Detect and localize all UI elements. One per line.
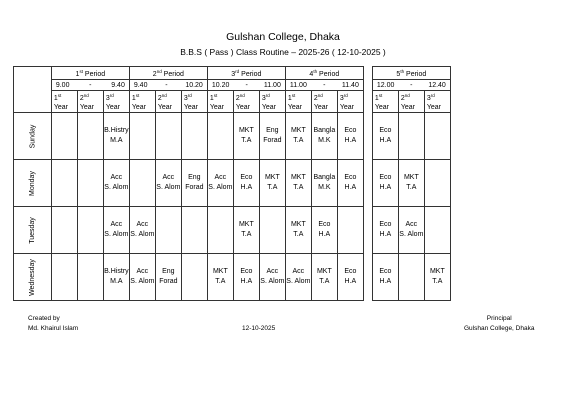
page-subtitle: B.B.S ( Pass ) Class Routine – 2025-26 ( 12-10-2025 )	[180, 47, 386, 57]
year-word: Year	[79, 104, 94, 111]
routine-cell	[155, 207, 181, 254]
teacher: T.A	[293, 184, 304, 191]
teacher: T.A	[432, 278, 443, 285]
day-row	[14, 254, 451, 301]
teacher: H.A	[344, 137, 357, 144]
teacher: H.A	[344, 184, 357, 191]
teacher: T.A	[241, 137, 252, 144]
routine-cell	[207, 207, 233, 254]
year-word: Year	[209, 104, 224, 111]
routine-cell	[103, 113, 129, 160]
routine-cell	[424, 207, 450, 254]
routine-cell	[372, 160, 398, 207]
author-name: Md. Khairul Islam	[28, 325, 79, 332]
year-suffix: rd	[430, 93, 435, 98]
subject: Bangla	[313, 174, 336, 181]
teacher: T.A	[267, 184, 278, 191]
subject: MKT	[290, 221, 306, 228]
year-number: 2	[79, 95, 84, 102]
year-number: 3	[339, 95, 344, 102]
subject: Acc	[405, 221, 418, 228]
day-label	[14, 207, 52, 254]
subject: Bangla	[313, 127, 336, 134]
subject: Eco	[240, 174, 253, 181]
subject: B.Histry	[104, 268, 129, 275]
page-title: Gulshan College, Dhaka	[226, 31, 340, 43]
year-header	[398, 91, 424, 113]
teacher: H.A	[240, 184, 253, 191]
period-number: 4	[309, 71, 314, 78]
routine-cell	[259, 113, 285, 160]
year-number: 3	[105, 95, 110, 102]
routine-cell	[311, 113, 337, 160]
teacher: Forad	[263, 137, 282, 144]
teacher: S. Alom	[260, 278, 285, 285]
routine-cell	[103, 254, 129, 301]
year-word: Year	[235, 104, 250, 111]
year-word: Year	[53, 104, 68, 111]
year-word: Year	[157, 104, 172, 111]
day-row	[14, 113, 451, 160]
routine-cell	[181, 160, 207, 207]
teacher: T.A	[293, 231, 304, 238]
routine-cell	[398, 207, 424, 254]
year-header	[311, 91, 337, 113]
day-name: Monday	[28, 170, 36, 196]
teacher: Forad	[185, 184, 204, 191]
year-header	[103, 91, 129, 113]
year-header	[77, 91, 103, 113]
year-number: 3	[183, 95, 188, 102]
year-header-row	[14, 91, 451, 113]
year-header	[129, 91, 155, 113]
subject: Acc	[110, 174, 123, 181]
period-header	[207, 67, 285, 80]
routine-cell	[51, 254, 77, 301]
year-header	[233, 91, 259, 113]
routine-cell	[155, 113, 181, 160]
routine-cell	[207, 160, 233, 207]
period-end-time: 10.20	[185, 81, 203, 89]
routine-cell	[77, 207, 103, 254]
year-header	[155, 91, 181, 113]
period-header-row	[14, 67, 451, 80]
year-word: Year	[426, 104, 441, 111]
routine-cell	[285, 113, 311, 160]
year-suffix: nd	[83, 93, 89, 98]
routine-cell	[129, 254, 155, 301]
routine-cell	[77, 160, 103, 207]
period-header	[129, 67, 207, 80]
routine-cell	[233, 207, 259, 254]
year-number: 2	[157, 95, 162, 102]
period-suffix: th	[400, 69, 405, 74]
subject: Eco	[379, 127, 392, 134]
teacher: M.K	[318, 137, 331, 144]
period-suffix: st	[79, 69, 83, 74]
period-time-separator: -	[323, 81, 326, 89]
subject: MKT	[264, 174, 280, 181]
period-number: 2	[152, 71, 157, 78]
day-label	[14, 254, 52, 301]
teacher: S. Alom	[130, 231, 155, 238]
routine-cell	[285, 254, 311, 301]
year-suffix: st	[57, 93, 62, 98]
year-suffix: rd	[109, 93, 114, 98]
subject: Acc	[266, 268, 279, 275]
routine-cell	[181, 254, 207, 301]
subject: Acc	[136, 221, 149, 228]
period-start-time: 11.00	[289, 81, 307, 89]
teacher: T.A	[319, 278, 330, 285]
year-number: 3	[261, 95, 266, 102]
period-suffix: rd	[235, 69, 240, 74]
routine-cell	[233, 160, 259, 207]
period-header	[372, 67, 450, 80]
routine-cell	[311, 207, 337, 254]
year-suffix: rd	[343, 93, 348, 98]
subject: Acc	[292, 268, 305, 275]
teacher: H.A	[379, 137, 392, 144]
created-by-label: Created by	[28, 315, 60, 322]
subject: MKT	[238, 127, 254, 134]
subject: Eco	[379, 221, 392, 228]
year-number: 1	[131, 95, 136, 102]
period-label: Period	[319, 71, 340, 78]
period-end-time: 11.00	[263, 81, 281, 89]
teacher: H.A	[379, 231, 392, 238]
day-row	[14, 207, 451, 254]
routine-cell	[337, 160, 363, 207]
year-suffix: st	[378, 93, 383, 98]
subject: Eco	[240, 268, 253, 275]
routine-cell	[259, 207, 285, 254]
year-suffix: rd	[265, 93, 270, 98]
year-number: 3	[426, 95, 431, 102]
period-time	[207, 80, 285, 91]
principal-label: Principal	[486, 315, 512, 322]
period-start-time: 12.00	[376, 81, 395, 89]
day-name: Tuesday	[28, 216, 36, 244]
year-header	[207, 91, 233, 113]
subject: MKT	[316, 268, 332, 275]
routine-cell	[424, 160, 450, 207]
routine-cell	[103, 207, 129, 254]
period-label: Period	[241, 71, 262, 78]
teacher: M.K	[318, 184, 331, 191]
teacher: S. Alom	[104, 184, 129, 191]
teacher: Forad	[159, 278, 178, 285]
year-word: Year	[105, 104, 120, 111]
teacher: T.A	[215, 278, 226, 285]
period-end-time: 9.40	[111, 81, 125, 89]
subject: Eco	[318, 221, 331, 228]
period-time-separator: -	[410, 81, 413, 89]
teacher: S. Alom	[286, 278, 311, 285]
year-number: 1	[209, 95, 214, 102]
routine-cell	[51, 113, 77, 160]
year-suffix: nd	[161, 93, 167, 98]
routine-cell	[372, 207, 398, 254]
teacher: M.A	[110, 278, 123, 285]
period-start-time: 9.40	[133, 81, 148, 89]
routine-cell	[337, 207, 363, 254]
routine-cell	[372, 254, 398, 301]
year-suffix: rd	[187, 93, 192, 98]
routine-cell	[259, 160, 285, 207]
routine-cell	[285, 160, 311, 207]
period-time	[129, 80, 207, 91]
routine-cell	[51, 160, 77, 207]
subject: Acc	[110, 221, 123, 228]
routine-cell	[103, 160, 129, 207]
year-header	[259, 91, 285, 113]
period-header	[285, 67, 363, 80]
subject: Eco	[379, 268, 392, 275]
teacher: T.A	[293, 137, 304, 144]
subject: MKT	[290, 127, 306, 134]
year-header	[372, 91, 398, 113]
year-header	[424, 91, 450, 113]
footer-signatory	[464, 314, 534, 334]
day-label	[14, 113, 52, 160]
teacher: M.A	[110, 137, 123, 144]
routine-cell	[259, 254, 285, 301]
period-end-time: 11.40	[341, 81, 359, 89]
routine-cell	[207, 113, 233, 160]
routine-cell	[398, 113, 424, 160]
period-time-separator: -	[245, 81, 248, 89]
routine-cell	[129, 160, 155, 207]
year-word: Year	[261, 104, 276, 111]
subject: Eco	[344, 174, 357, 181]
footer-date: 12-10-2025	[242, 325, 276, 332]
subject: Eng	[266, 127, 279, 134]
subject: Eng	[188, 174, 201, 181]
teacher: H.A	[318, 231, 331, 238]
year-number: 1	[53, 95, 58, 102]
institution-name: Gulshan College, Dhaka	[464, 325, 535, 332]
period-suffix: th	[313, 69, 318, 74]
year-suffix: st	[213, 93, 218, 98]
year-suffix: nd	[239, 93, 245, 98]
subject: MKT	[429, 268, 445, 275]
year-suffix: nd	[404, 93, 410, 98]
year-suffix: st	[135, 93, 140, 98]
teacher: S. Alom	[130, 278, 155, 285]
period-time	[285, 80, 363, 91]
period-start-time: 9.00	[55, 81, 70, 89]
teacher: H.A	[379, 278, 392, 285]
day-name: Wednesday	[28, 258, 36, 296]
teacher: S. Alom	[208, 184, 233, 191]
period-label: Period	[84, 71, 106, 78]
teacher: H.A	[379, 184, 392, 191]
year-suffix: nd	[317, 93, 323, 98]
routine-cell	[337, 113, 363, 160]
subject: Eco	[344, 127, 357, 134]
period-time-separator: -	[165, 81, 168, 89]
teacher: S. Alom	[104, 231, 129, 238]
year-number: 2	[313, 95, 318, 102]
period-number: 1	[75, 71, 80, 78]
period-number: 5	[396, 71, 401, 78]
routine-cell	[129, 113, 155, 160]
teacher: S. Alom	[156, 184, 181, 191]
year-word: Year	[131, 104, 146, 111]
year-word: Year	[339, 104, 354, 111]
subject: B.Histry	[104, 127, 129, 134]
year-header	[285, 91, 311, 113]
year-word: Year	[374, 104, 389, 111]
period-end-time: 12.40	[428, 81, 446, 89]
routine-cell	[398, 160, 424, 207]
routine-cell	[285, 207, 311, 254]
period-time	[372, 80, 450, 91]
subject: Acc	[214, 174, 227, 181]
period-time	[51, 80, 129, 91]
period-start-time: 10.20	[211, 81, 230, 89]
routine-cell	[424, 254, 450, 301]
period-time-row	[14, 80, 451, 91]
period-number: 3	[231, 71, 236, 78]
subject: Acc	[162, 174, 175, 181]
year-word: Year	[400, 104, 415, 111]
routine-cell	[77, 254, 103, 301]
routine-cell	[233, 254, 259, 301]
subject: Eco	[344, 268, 357, 275]
routine-cell	[129, 207, 155, 254]
year-header	[51, 91, 77, 113]
routine-cell	[398, 254, 424, 301]
routine-cell	[233, 113, 259, 160]
year-word: Year	[287, 104, 302, 111]
year-word: Year	[183, 104, 198, 111]
year-suffix: st	[291, 93, 296, 98]
period-label: Period	[163, 71, 184, 78]
break-gap	[363, 67, 372, 301]
routine-cell	[155, 160, 181, 207]
period-suffix: nd	[156, 69, 162, 74]
day-name: Sunday	[28, 124, 36, 148]
year-header	[181, 91, 207, 113]
year-number: 1	[374, 95, 379, 102]
routine-cell	[311, 254, 337, 301]
year-number: 1	[287, 95, 292, 102]
routine-cell	[337, 254, 363, 301]
routine-cell	[181, 207, 207, 254]
subject: Eng	[162, 268, 175, 275]
teacher: H.A	[240, 278, 253, 285]
subject: Acc	[136, 268, 149, 275]
subject: MKT	[290, 174, 306, 181]
year-number: 2	[235, 95, 240, 102]
routine-cell	[207, 254, 233, 301]
routine-cell	[181, 113, 207, 160]
period-time-separator: -	[89, 81, 92, 89]
routine-cell	[424, 113, 450, 160]
routine-cell	[372, 113, 398, 160]
period-header	[51, 67, 129, 80]
routine-cell	[51, 207, 77, 254]
routine-cell	[155, 254, 181, 301]
routine-cell	[77, 113, 103, 160]
subject: MKT	[403, 174, 419, 181]
teacher: S. Alom	[399, 231, 424, 238]
footer-created	[28, 314, 78, 334]
year-header	[337, 91, 363, 113]
subject: MKT	[238, 221, 254, 228]
year-word: Year	[313, 104, 328, 111]
year-number: 2	[400, 95, 405, 102]
teacher: T.A	[406, 184, 417, 191]
subject: MKT	[212, 268, 228, 275]
routine-cell	[311, 160, 337, 207]
subject: Eco	[379, 174, 392, 181]
corner-cell	[14, 67, 52, 113]
teacher: H.A	[344, 278, 357, 285]
day-label	[14, 160, 52, 207]
class-routine-table	[13, 66, 451, 301]
teacher: T.A	[241, 231, 252, 238]
day-row	[14, 160, 451, 207]
period-label: Period	[406, 71, 427, 78]
